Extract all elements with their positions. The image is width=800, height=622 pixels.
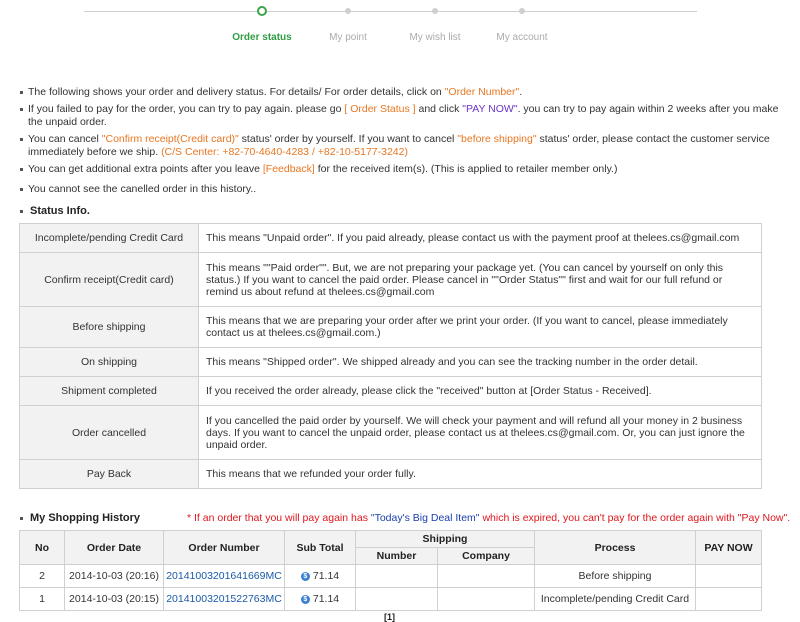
before-shipping-text: "before shipping" — [457, 133, 537, 145]
notice-text: for the received item(s). (This is applied to retailer member only.) — [314, 163, 618, 175]
cell-pay-now — [696, 565, 762, 588]
cell-order-number — [164, 588, 285, 611]
col-pay-now: PAY NOW — [696, 531, 762, 565]
notice-item — [20, 103, 780, 129]
cs-center-text: (C/S Center: +82-70-4640-4283 / +82-10-5177-3242) — [161, 146, 408, 158]
cell-process: Incomplete/pending Credit Card — [535, 588, 696, 611]
cell-pay-now — [696, 588, 762, 611]
cell-no: 2 — [20, 565, 65, 588]
notice-text: You cannot see the canelled order in this history.. — [28, 183, 257, 195]
cell-sub-total — [285, 588, 356, 611]
cell-order-number — [164, 565, 285, 588]
status-value: If you cancelled the paid order by yourself. We will check your payment and will refund all your money in 2 business days. If you want to cancel the unpaid order, please contact us at thelees.cs@gmail.com. Or, you can just ignore the unpaid order. — [199, 406, 762, 460]
cell-no: 1 — [20, 588, 65, 611]
status-row — [20, 224, 762, 253]
col-no: No — [20, 531, 65, 565]
col-process: Process — [535, 531, 696, 565]
status-row — [20, 348, 762, 377]
status-value: This means ""Paid order"". But, we are not preparing your package yet. (You can cancel by yourself on only this status.) If you want to cancel the paid order. Please cancel in ""Order Status"" first and wait for our full refund or remind us about refund at thelees.cs@gmail.com — [199, 253, 762, 307]
col-shipping-company: Company — [438, 548, 535, 565]
currency-icon: $ — [301, 572, 310, 581]
status-row — [20, 377, 762, 406]
sub-total-value: 71.14 — [312, 570, 340, 582]
order-status-link[interactable]: [ Order Status ] — [344, 103, 416, 115]
notice-text: . you can try to pay again within 2 weeks after you make the unpaid order. — [28, 103, 779, 128]
col-shipping-number: Number — [356, 548, 438, 565]
bullet-icon — [20, 168, 23, 171]
cell-shipping-company — [438, 588, 535, 611]
col-order-number: Order Number — [164, 531, 285, 565]
status-key: Pay Back — [20, 460, 199, 489]
cell-order-date: 2014-10-03 (20:15) — [65, 588, 164, 611]
big-deal-text: "Today's Big Deal Item" — [370, 512, 480, 524]
history-note-text: which is expired, you can't pay for the order again with "Pay Now". — [479, 512, 791, 524]
cell-sub-total — [285, 565, 356, 588]
pay-now-link[interactable]: "PAY NOW" — [462, 103, 518, 115]
notice-text: If you failed to pay for the order, you can try to pay again. please go — [28, 103, 345, 115]
shopping-history-title-text: My Shopping History — [30, 512, 140, 524]
status-key: Shipment completed — [20, 377, 199, 406]
status-key: On shipping — [20, 348, 199, 377]
step-label: My wish list — [409, 32, 461, 43]
status-info-title-text: Status Info. — [30, 205, 90, 217]
bullet-icon — [20, 91, 23, 94]
bullet-icon — [20, 210, 23, 213]
status-value: If you received the order already, please click the "received" button at [Order Status - Received]. — [199, 377, 762, 406]
bullet-icon — [20, 188, 23, 191]
notice-text: The following shows your order and delivery status. For details/ For order details, click on — [28, 86, 445, 98]
status-info-title — [20, 205, 90, 217]
status-key: Confirm receipt(Credit card) — [20, 253, 199, 307]
cell-shipping-company — [438, 565, 535, 588]
step-label: My point — [329, 32, 367, 43]
cell-shipping-number — [356, 588, 438, 611]
step-dot-icon — [519, 8, 525, 14]
cell-shipping-number — [356, 565, 438, 588]
notice-text: and click — [415, 103, 463, 115]
step-dot-icon — [432, 8, 438, 14]
step-label: My account — [496, 32, 548, 43]
status-value: This means that we are preparing your order after we print your order. (If you want to cancel, please immediately contact us at thelees.cs@gmail.com.) — [199, 307, 762, 348]
table-header-row — [20, 531, 762, 548]
notice-list — [20, 86, 780, 200]
confirm-receipt-link: "Confirm receipt(Credit card)" — [101, 133, 239, 145]
status-key: Before shipping — [20, 307, 199, 348]
order-number-link[interactable]: "Order Number" — [444, 86, 520, 98]
cell-process: Before shipping — [535, 565, 696, 588]
step-label: Order status — [232, 32, 292, 43]
status-row — [20, 253, 762, 307]
shopping-history-title — [20, 512, 140, 524]
step-progress — [0, 0, 800, 50]
status-row — [20, 406, 762, 460]
notice-item — [20, 133, 780, 159]
col-sub-total: Sub Total — [285, 531, 356, 565]
order-number-link[interactable]: 20141003201641669MC — [166, 570, 282, 582]
status-value: This means that we refunded your order fully. — [199, 460, 762, 489]
notice-text: You can get additional extra points after you leave — [28, 163, 263, 175]
cell-order-date: 2014-10-03 (20:16) — [65, 565, 164, 588]
bullet-icon — [20, 108, 23, 111]
status-row — [20, 307, 762, 348]
step-active-dot-icon — [257, 6, 267, 16]
notice-item — [20, 163, 780, 176]
col-order-date: Order Date — [65, 531, 164, 565]
notice-item — [20, 86, 780, 99]
history-note-text: * If an order that you will pay again has — [187, 512, 371, 524]
shopping-history-table — [19, 530, 762, 611]
step-progress-line — [84, 11, 697, 12]
feedback-link[interactable]: [Feedback] — [262, 163, 315, 175]
step-dot-icon — [345, 8, 351, 14]
history-note — [187, 512, 790, 524]
status-key: Incomplete/pending Credit Card — [20, 224, 199, 253]
status-info-table — [19, 223, 762, 489]
sub-total-value: 71.14 — [312, 593, 340, 605]
status-value: This means "Shipped order". We shipped already and you can see the tracking number in the order detail. — [199, 348, 762, 377]
status-value: This means "Unpaid order". If you paid already, please contact us with the payment proof at thelees.cs@gmail.com — [199, 224, 762, 253]
order-number-link[interactable]: 20141003201522763MC — [166, 593, 282, 605]
col-shipping: Shipping — [356, 531, 535, 548]
status-row — [20, 460, 762, 489]
bullet-icon — [20, 138, 23, 141]
bullet-icon — [20, 517, 23, 520]
table-row — [20, 565, 762, 588]
notice-text: You can cancel — [28, 133, 102, 145]
notice-text: status' order, please contact the customer service immediately before we ship. — [28, 133, 770, 158]
status-key: Order cancelled — [20, 406, 199, 460]
notice-item — [20, 183, 780, 196]
table-row — [20, 588, 762, 611]
notice-text: . — [519, 86, 523, 98]
pagination-current-page[interactable]: [1] — [384, 612, 395, 622]
notice-text: status' order by yourself. If you want to cancel — [238, 133, 458, 145]
currency-icon: $ — [301, 595, 310, 604]
